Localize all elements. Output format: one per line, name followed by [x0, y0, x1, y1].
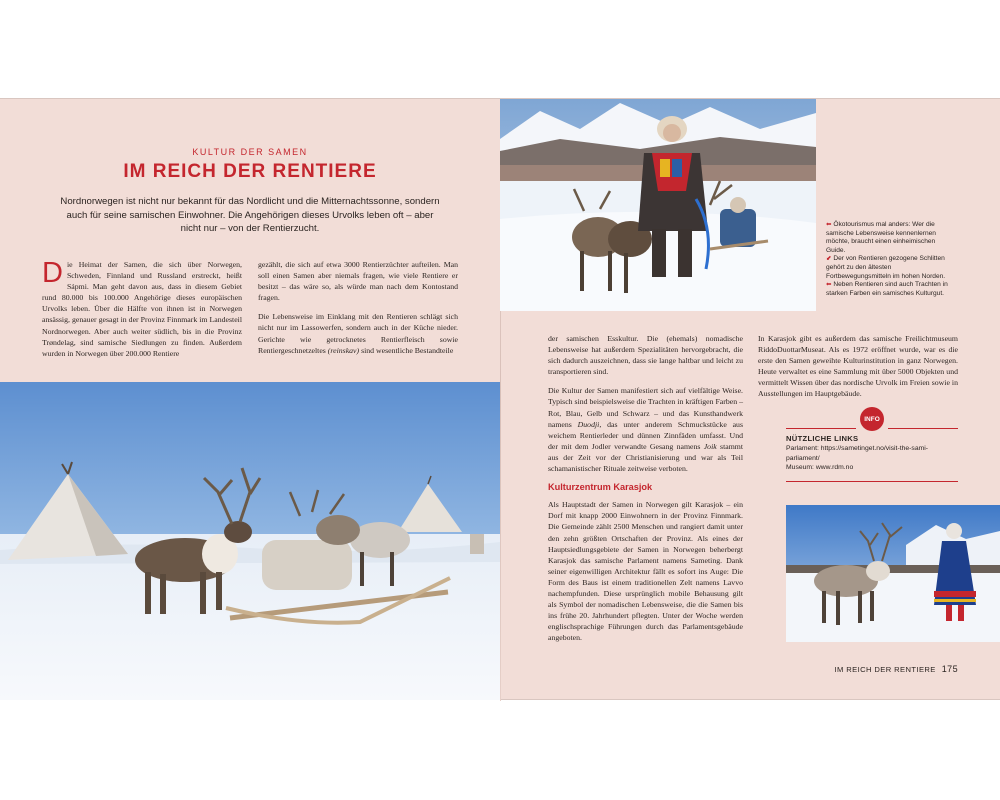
photo-reindeer-traditional-dress — [786, 505, 1000, 642]
article-lead: Nordnorwegen ist nicht nur bekannt für das Nordlicht und die Mitternachtssonne, sondern auch für seine samischen Einwohner. Die Angehörigen dieses Urvolks leben oft – aber nicht nur – von der Rentierzucht. — [60, 196, 440, 234]
body-paragraph: gezählt, die sich auf etwa 3000 Rentierzüchter aufteilen. Man soll einen Samen aber niemals fragen, wie viele Rentiere er besitzt – das wäre so, als würde man nach dem Kontostand fragen. — [258, 260, 458, 303]
photo-reindeer-sled-camp — [0, 382, 500, 700]
body-paragraph: Als Hauptstadt der Samen in Norwegen gilt Karasjok – ein Dorf mit knapp 2000 Einwohnern in der Provinz Finnmark. Die Gemeinde zählt 2500 Menschen und rangiert damit unter den zehn größten Ortschaften der Provinz. Als eines der Hauptsiedlungsgebiete der Samen in Norwegen beherbergt Karasjok das samische Parlament namens Sameting. Dank seiner eigenwilligen Architektur fällt es sofort ins Auge: Die Form des Baus ist einem traditionellen Zelt namens Lavvo nachempfunden. Diese ursprünglich mobile Behausung gilt als Symbol der nomadischen Lebensweise, die die Samen bis ins frühe 20. Jahrhundert pflegten. Unter der Woche werden englischsprachige Führungen durch das Parlamentsgebäude angeboten. — [548, 500, 743, 643]
body-paragraph: In Karasjok gibt es außerdem das samische Freilichtmuseum RiddoDuottarMuseat. Als es 1972 eröffnet wurde, war es die erste den Samen geweihte Kulturinstitution in ganz Norwegen. Heute verwaltet es eine Sammlung mit über 5000 Objekten und vermittelt Wissen über das nordische Urvolk im Freien sowie in Ausstellungen im Hauptgebäude. — [758, 334, 958, 399]
info-rule-bottom — [786, 481, 958, 482]
body-paragraph: Die Lebensweise im Einklang mit den Rentieren schlägt sich nicht nur im Lassowerfen, sondern auch in der Küche nieder. Gerichte wie getrocknetes Rentierfleisch sowie Rentiergeschnetzeltes (reinskav) sind wesentliche Bestandteile — [258, 312, 458, 355]
article-title: IM REICH DER RENTIERE — [123, 161, 377, 182]
info-rule-left — [786, 428, 856, 429]
section-kicker: KULTUR DER SAMEN — [192, 147, 308, 157]
running-footer — [835, 664, 958, 674]
info-link-museum: Museum: www.rdm.no — [786, 464, 854, 472]
arrow-down-left-icon: ⬋ — [826, 255, 832, 263]
section-subhead: Kulturzentrum Karasjok — [548, 482, 653, 493]
info-heading: NÜTZLICHE LINKS — [786, 434, 859, 443]
drop-cap: D — [42, 257, 63, 289]
arrow-left-icon: ⬅ — [826, 281, 832, 289]
body-column-1 — [42, 259, 242, 367]
arrow-left-icon: ⬅ — [826, 221, 832, 228]
body-text: ie Heimat der Samen, die sich über Norwegen, Schweden, Finnland und Russland erstreckt, heißt Sápmi. Man geht davon aus, dass in diesem Gebiet rund 80.000 bis 100.000 Angehörige dieses europäischen Urvolks leben. Über die Hälfte von ihnen ist in Norwegen ansässig, genauer gesagt in der Provinz Finnmark im Landesteil Nordnorwegen. Aber auch weiter südlich, bis in die Provinz Trøndelag, sind samische Siedlungen zu finden. Außerdem wurden in Norwegen über 200.000 Rentiere — [42, 260, 242, 358]
magazine-spread — [0, 98, 1000, 700]
body-column-4 — [758, 333, 958, 408]
info-badge: INFO — [860, 407, 884, 431]
body-column-3 — [548, 333, 743, 651]
body-paragraph: der samischen Esskultur. Die (ehemals) nomadische Lebensweise hat außerdem Spezialitäten hervorgebracht, die sich dadurch auszeichnen, dass sie lange haltbar und leicht zu transportieren sind. — [548, 334, 743, 377]
body-paragraph: Die Kultur der Samen manifestiert sich auf vielfältige Weise. Typisch sind beispielsweise die Trachten in kräftigen Farben – Rot, Blau, Gelb und Schwarz – und das Kunsthandwerk namens Duodji, das unter anderem Schmuckstücke aus weichem Rentierleder und dünnen Zinnfäden umfasst. Und der mit dem Jodler verwandte Gesang namens Joik stammt aus der Zeit vor der Christianisierung und war als Teil schamanistischer Rituale zeitweise verboten. — [548, 386, 743, 474]
photo-caption: ⬅ Ökotourismus mal anders: Wer die samische Lebensweise kennenlernen möchte, braucht einen einheimischen Guide. ⬋ Der von Rentieren gezogene Schlitten gehört zu den ältesten Fortbewegungsmitteln im hohen Norden. ⬅ Neben Rentieren sind auch Trachten in starken Farben ein samisches Kulturgut. — [826, 221, 948, 297]
running-head: IM REICH DER RENTIERE — [834, 665, 936, 674]
info-box — [786, 434, 958, 473]
info-link-parliament: Parlament: https://sametinget.no/visit-the-sami-parliament/ — [786, 445, 929, 462]
page-number: 175 — [941, 664, 958, 674]
info-rule-right — [888, 428, 958, 429]
body-column-2 — [258, 259, 458, 364]
photo-sami-guide-reindeer — [500, 99, 816, 311]
